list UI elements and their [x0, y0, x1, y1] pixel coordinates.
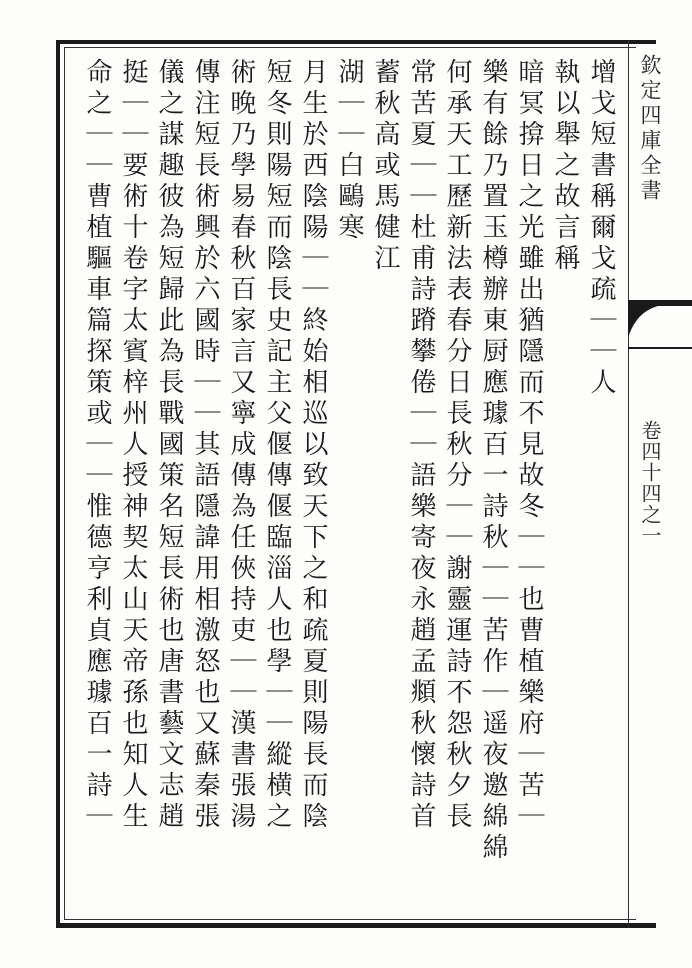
text-column-15: 命之｜｜曹植驅車篇探策或｜｜惟德亨利貞應璩百一詩｜ [82, 58, 112, 833]
text-column-9: 月生於西陰陽｜｜終始相巡以致天下之和疏夏則陽長而陰 [298, 58, 328, 833]
text-column-1: 增戈短書稱爾戈疏｜｜人 [586, 58, 616, 399]
volume-label: 卷四十四之一 [638, 420, 662, 546]
text-column-6: 常苦夏｜｜杜甫詩蹐攀倦｜｜語樂寄夜永趙孟頫秋懷詩首 [406, 58, 436, 833]
text-column-2: 執以舉之故言稱 [550, 58, 580, 275]
text-column-12: 傳注短長術興於六國時｜｜其語隱諱用相激怒也又蘇秦張 [190, 58, 220, 833]
text-column-14: 挺｜｜要術十卷字太賓梓州人授神契太山天帝孫也知人生 [118, 58, 148, 833]
fishtail-mark-icon [628, 298, 692, 358]
text-column-10: 短冬則陽短而陰長史記主父偃傳偃臨淄人也學｜｜縱横之 [262, 58, 292, 833]
text-column-7: 蓄秋高或馬健江 [370, 58, 400, 275]
text-column-4: 樂有餘乃置玉樽辦東厨應璩百一詩秋｜｜苦作｜遥夜邀綿綿 [478, 58, 508, 864]
text-column-3: 暗冥揜日之光雖出猶隱而不見故冬｜｜也曹植樂府｜苦｜ [514, 58, 544, 833]
text-column-13: 儀之謀趣彼為短歸此為長戰國策名短長術也唐書藝文志趙 [154, 58, 184, 833]
text-column-8: 湖｜｜白鷗寒 [334, 58, 364, 244]
book-title: 欽定四庫全書 [638, 54, 662, 204]
text-column-11: 術晚乃學易春秋百家言又寧成傳為任俠持吏｜｜漢書張湯 [226, 58, 256, 833]
text-column-5: 何承天工歷新法表春分日長秋分｜｜謝靈運詩不怨秋夕長 [442, 58, 472, 833]
